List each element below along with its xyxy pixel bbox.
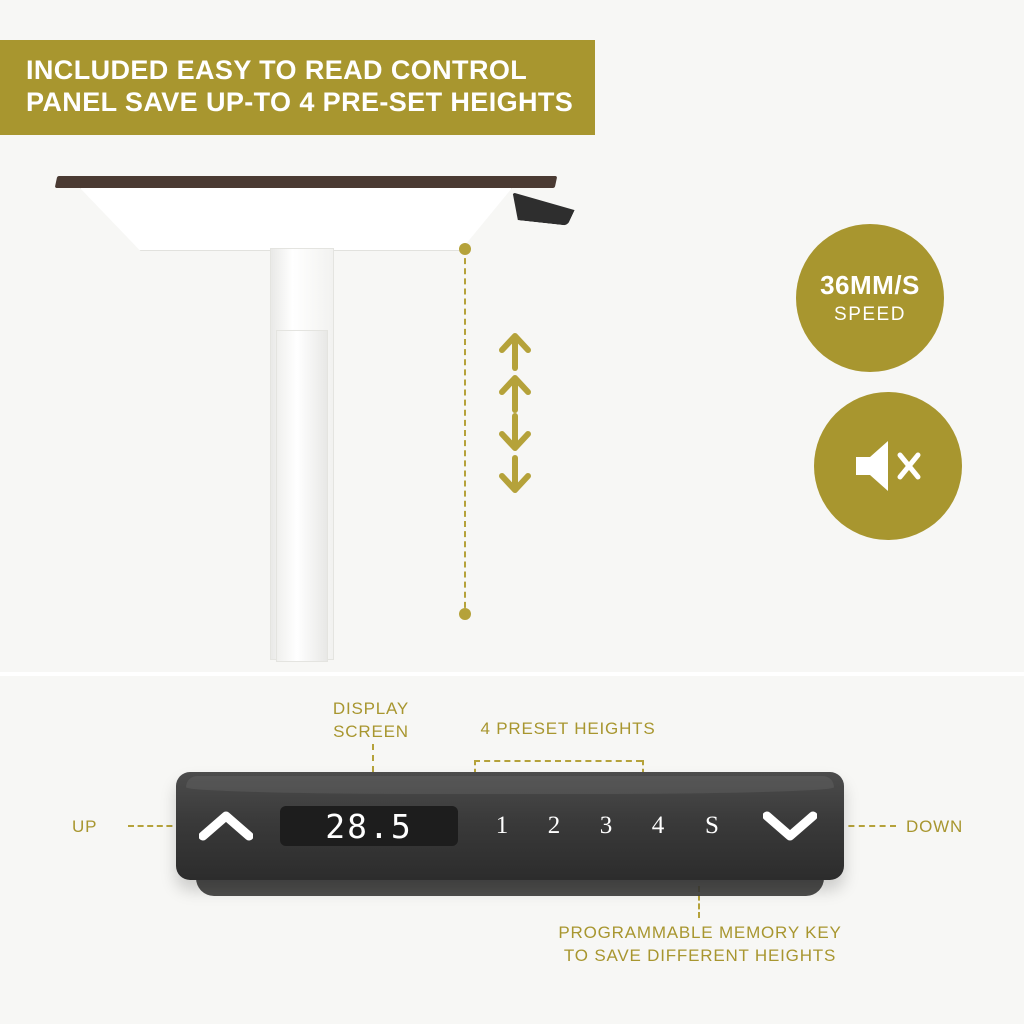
leader-line-down — [838, 825, 896, 827]
desk-leg-column-lower — [276, 330, 328, 662]
preset-keys-group — [476, 812, 740, 840]
controller-key-row — [176, 772, 844, 880]
desk-tabletop-illustration — [55, 176, 558, 188]
annotation-display-screen — [296, 698, 446, 744]
leader-line-presets-bracket — [474, 760, 642, 762]
height-display-screen — [280, 806, 458, 846]
headline-banner — [0, 40, 595, 135]
leader-line-up — [128, 825, 182, 827]
headline-line-2: PANEL SAVE UP-TO 4 PRE-SET HEIGHTS — [26, 87, 574, 118]
up-down-arrows-icon — [492, 328, 538, 498]
headline-line-1: INCLUDED EASY TO READ CONTROL — [26, 55, 528, 85]
annotation-down: DOWN — [906, 817, 964, 836]
annotation-memory-key-line1: PROGRAMMABLE MEMORY KEY — [558, 923, 842, 942]
desk-underside-illustration — [80, 188, 512, 251]
preset-key-1[interactable]: 1 — [495, 812, 509, 839]
preset-key-2[interactable]: 2 — [547, 812, 561, 839]
badge-speed-label: SPEED — [834, 304, 906, 325]
annotation-display-screen-line1: DISPLAY — [332, 699, 410, 718]
preset-key-3[interactable]: 3 — [599, 812, 613, 839]
badge-quiet — [814, 392, 962, 540]
height-display-value: 28.5 — [325, 806, 413, 846]
chevron-up-icon — [199, 810, 253, 842]
badge-speed — [796, 224, 944, 372]
travel-range-dashed-line — [464, 248, 466, 618]
height-adjust-arrows — [492, 328, 538, 498]
travel-range-dot-bottom — [459, 608, 471, 620]
annotation-preset-heights: 4 PRESET HEIGHTS — [480, 719, 656, 738]
up-button[interactable] — [176, 810, 276, 842]
preset-key-4[interactable]: 4 — [651, 812, 665, 839]
desk-controller-bracket-illustration — [500, 192, 579, 225]
annotation-up: UP — [72, 817, 98, 836]
mute-speaker-icon — [848, 435, 928, 497]
annotation-memory-key — [520, 922, 880, 968]
down-button[interactable] — [740, 810, 840, 842]
badge-speed-value: 36MM/S — [820, 270, 920, 300]
annotation-display-screen-line2: SCREEN — [333, 721, 409, 741]
control-panel-diagram — [0, 676, 1024, 1024]
chevron-down-icon — [763, 810, 817, 842]
memory-save-key[interactable]: S — [705, 812, 719, 839]
annotation-memory-key-line2: TO SAVE DIFFERENT HEIGHTS — [563, 945, 837, 965]
leader-line-display — [372, 744, 374, 772]
